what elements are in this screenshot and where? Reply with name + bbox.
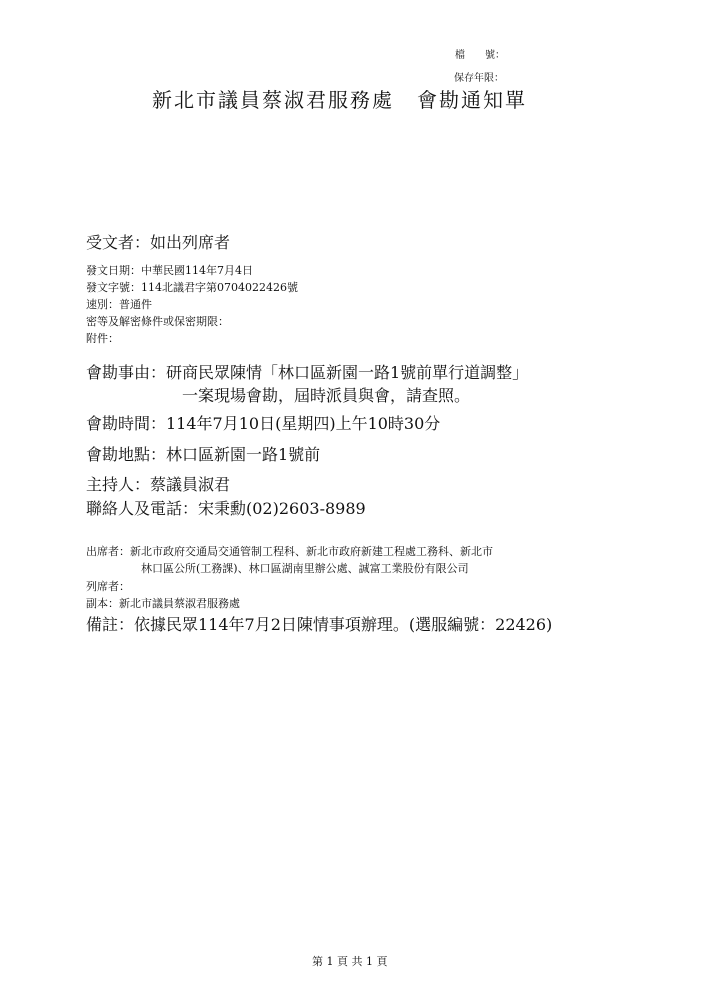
observers: 列席者： — [86, 580, 130, 593]
copy-to: 副本：新北市議員蔡淑君服務處 — [86, 597, 240, 610]
note: 備註：依據民眾114年7月2日陳情事項辦理。(選服編號：22426) — [86, 615, 553, 634]
subject-line-1: 會勘事由：研商民眾陳情「林口區新園一路1號前單行道調整」 — [86, 363, 529, 382]
inspection-time: 會勘時間：114年7月10日(星期四)上午10時30分 — [86, 414, 441, 433]
attendees-line-2: 林口區公所(工務課)、林口區湖南里辦公處、誠富工業股份有限公司 — [141, 562, 469, 575]
issue-number: 發文字號：114北議君字第0704022426號 — [86, 281, 298, 294]
attachment: 附件： — [86, 332, 119, 345]
attendees-line-1: 出席者：新北市政府交通局交通管制工程科、新北市政府新建工程處工務科、新北市 — [86, 545, 493, 558]
inspection-location: 會勘地點：林口區新園一路1號前 — [86, 445, 321, 464]
document-title-org: 新北市議員蔡淑君服務處 — [152, 88, 394, 112]
secrecy-level: 密等及解密條件或保密期限： — [86, 315, 229, 328]
recipient: 受文者：如出列席者 — [86, 233, 231, 252]
subject-line-2: 一案現場會勘，屆時派員與會，請查照。 — [182, 386, 471, 405]
file-number-label: 檔 號： — [455, 50, 505, 61]
contact-person: 聯絡人及電話：宋秉勳(02)2603-8989 — [86, 499, 366, 518]
host: 主持人：蔡議員淑君 — [86, 475, 231, 494]
issue-date: 發文日期：中華民國114年7月4日 — [86, 264, 253, 277]
retention-period-label: 保存年限： — [454, 73, 504, 84]
page-number: 第 1 頁 共 1 頁 — [312, 955, 388, 968]
delivery-speed: 速別：普通件 — [86, 298, 152, 311]
document-title-type: 會勘通知單 — [417, 88, 527, 112]
